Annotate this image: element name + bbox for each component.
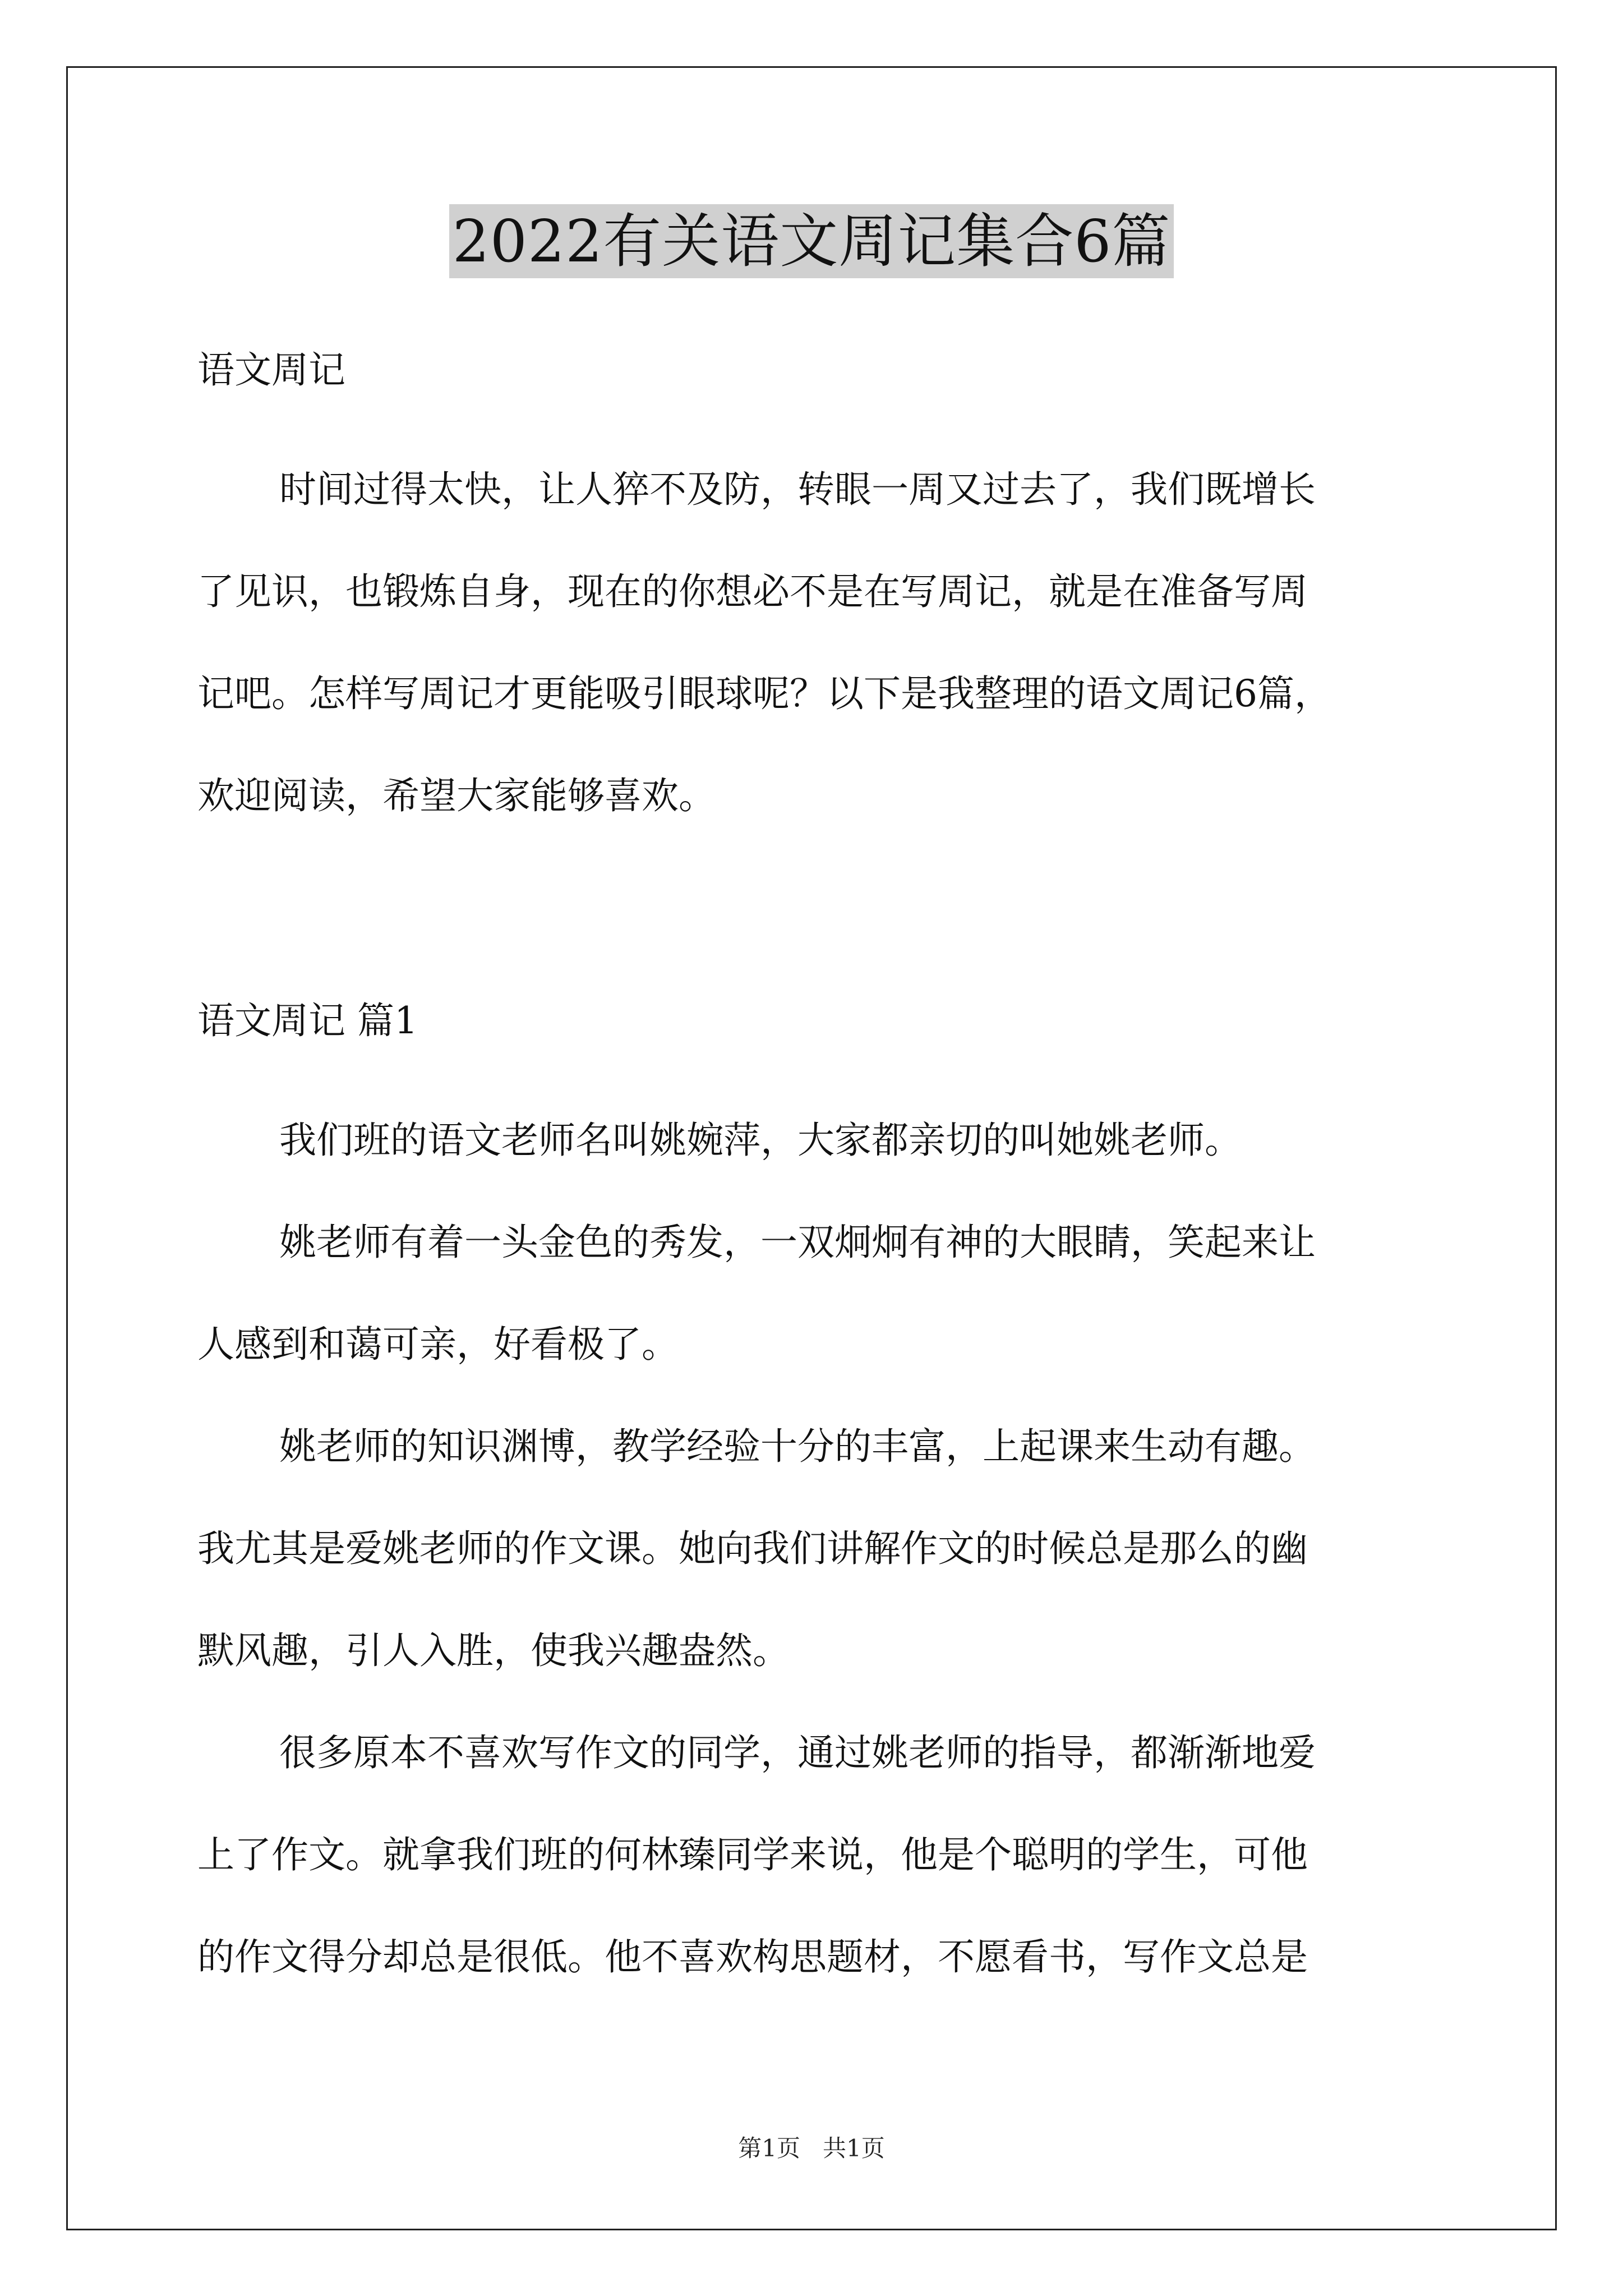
title-container [0,204,1623,278]
section-paragraph [197,1191,1431,1396]
paragraph-line: 上了作文。就拿我们班的何林臻同学来说，他是个聪明的学生，可他 [197,1833,1308,1876]
spacer [197,1055,1431,1089]
paragraph-line: 我尤其是爱姚老师的作文课。她向我们讲解作文的时候总是那么的幽 [197,1527,1308,1570]
spacer [197,404,1431,439]
section-heading: 语文周记 篇1 [197,999,418,1042]
spacer [197,847,1431,987]
page-total: 共1页 [823,2134,885,2162]
paragraph-line: 我们班的语文老师名叫姚婉萍，大家都亲切的叫她姚老师。 [279,1119,1242,1162]
section-paragraph [197,1702,1431,2008]
paragraph-line: 姚老师的知识渊博，教学经验十分的丰富，上起课来生动有趣。 [279,1425,1316,1468]
paragraph-line: 很多原本不喜欢写作文的同学，通过姚老师的指导，都渐渐地爱 [279,1731,1316,1774]
paragraph-line: 欢迎阅读，希望大家能够喜欢。 [197,774,716,817]
paragraph-line: 时间过得太快，让人猝不及防，转眼一周又过去了，我们既增长 [279,468,1316,511]
page-number: 第1页 [738,2134,800,2162]
paragraph-line: 了见识，也锻炼自身，现在的你想必不是在写周记，就是在准备写周 [197,570,1308,613]
document-body [197,337,1431,2008]
page-footer [0,2132,1623,2165]
paragraph-line: 记吧。怎样写周记才更能吸引眼球呢？以下是我整理的语文周记6篇， [197,672,1331,715]
section-paragraph [197,1089,1431,1191]
paragraph-line: 姚老师有着一头金色的秀发，一双炯炯有神的大眼睛，笑起来让 [279,1221,1316,1264]
intro-paragraph [197,439,1431,847]
paragraph-line: 默风趣，引人入胜，使我兴趣盎然。 [197,1629,790,1672]
paragraph-line: 的作文得分却总是很低。他不喜欢构思题材，不愿看书，写作文总是 [197,1935,1308,1978]
section-paragraph [197,1396,1431,1702]
paragraph-line: 人感到和蔼可亲，好看极了。 [197,1323,679,1366]
intro-heading: 语文周记 [197,348,345,392]
document-title: 2022有关语文周记集合6篇 [449,204,1174,278]
